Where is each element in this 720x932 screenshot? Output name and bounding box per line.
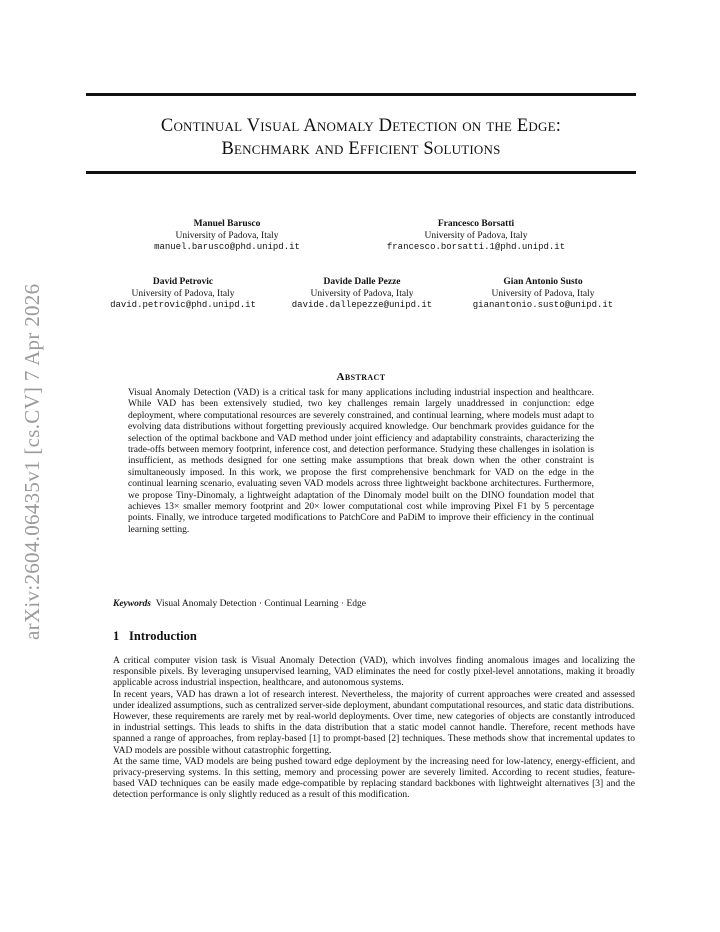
keywords-line bbox=[113, 599, 366, 609]
author-block bbox=[86, 277, 280, 312]
abstract-heading: Abstract bbox=[336, 371, 386, 383]
author-email[interactable]: davide.dallepezze@unipd.it bbox=[291, 300, 433, 310]
title-line-1: Continual Visual Anomaly Detection on the Edge: bbox=[160, 116, 562, 136]
keywords-list: Visual Anomaly Detection · Continual Learning · Edge bbox=[155, 599, 366, 609]
author-email[interactable]: manuel.barusco@phd.unipd.it bbox=[154, 242, 300, 252]
author-block bbox=[360, 219, 592, 254]
keywords-label: Keywords bbox=[113, 599, 151, 609]
title-bottom-rule bbox=[86, 171, 636, 174]
author-block bbox=[272, 277, 452, 312]
section-number: 1 bbox=[113, 629, 120, 643]
author-affiliation: University of Padova, Italy bbox=[424, 230, 528, 241]
author-block bbox=[127, 219, 327, 254]
author-affiliation: University of Padova, Italy bbox=[491, 288, 595, 299]
paragraph: In recent years, VAD has drawn a lot of research interest. Nevertheless, the majority of current approaches were created and assessed under idealized assumptions, such as centralized server-side deployment, abundant computational resources, and static data distributions. bbox=[113, 689, 635, 711]
title-top-rule bbox=[86, 93, 636, 96]
author-name: Francesco Borsatti bbox=[437, 219, 515, 229]
paragraph: However, these requirements are rarely met by real-world deployments. Over time, new categories of objects are constantly introduced in industrial settings. This leads to shifts in the data distribution that a static model cannot handle. Therefore, recent methods have spanned a range of approaches, from replay-based [1] to prompt-based [2] techniques. These methods show that incremental updates to VAD models are possible without catastrophic forgetting. bbox=[113, 712, 635, 756]
author-affiliation: University of Padova, Italy bbox=[131, 288, 235, 299]
section-heading bbox=[113, 629, 197, 644]
author-affiliation: University of Padova, Italy bbox=[310, 288, 414, 299]
paper-title bbox=[86, 115, 636, 161]
author-email[interactable]: david.petrovic@phd.unipd.it bbox=[110, 300, 256, 310]
title-line-2: Benchmark and Efficient Solutions bbox=[221, 139, 501, 159]
section-title: Introduction bbox=[129, 629, 197, 643]
author-name: Manuel Barusco bbox=[193, 219, 261, 229]
paragraph: A critical computer vision task is Visual Anomaly Detection (VAD), which involves finding anomalous images and localizing the responsible pixels. By leveraging unsupervised learning, VAD eliminates the need for costly pixel-level annotations, making it broadly applicable across industrial inspection, healthcare, and autonomous systems. bbox=[113, 656, 635, 689]
author-name: Gian Antonio Susto bbox=[503, 277, 583, 287]
author-name: Davide Dalle Pezze bbox=[323, 277, 401, 287]
abstract-text: Visual Anomaly Detection (VAD) is a critical task for many applications including industrial inspection and healthcare. While VAD has been extensively studied, two key challenges remain largely unaddressed in conjunction: edge deployment, where computational resources are severely constrained, and continual learning, where models must adapt to evolving data distributions without forgetting previously acquired knowledge. Our benchmark provides guidance for the selection of the optimal backbone and VAD method under joint efficiency and adaptability constraints, characterizing the trade-offs between memory footprint, inference cost, and detection performance. Studying these challenges in isolation is insufficient, as methods designed for one setting make assumptions that break down when the other constraint is simultaneously imposed. In this work, we propose the first comprehensive benchmark for VAD on the edge in the continual learning scenario, evaluating seven VAD models across three lightweight backbone architectures. Furthermore, we propose Tiny-Dinomaly, a lightweight adaptation of the Dinomaly model built on the DINO foundation model that achieves 13× smaller memory footprint and 20× lower computational cost while improving Pixel F1 by 5 percentage points. Finally, we introduce targeted modifications to PatchCore and PaDiM to improve their efficiency in the continual learning setting. bbox=[128, 388, 594, 535]
introduction-body bbox=[113, 656, 635, 802]
author-affiliation: University of Padova, Italy bbox=[175, 230, 279, 241]
author-name: David Petrovic bbox=[152, 277, 214, 287]
author-email[interactable]: francesco.borsatti.1@phd.unipd.it bbox=[386, 242, 566, 252]
author-block bbox=[450, 277, 636, 312]
author-email[interactable]: gianantonio.susto@unipd.it bbox=[472, 300, 614, 310]
arxiv-identifier: arXiv:2604.06435v1 [cs.CV] 7 Apr 2026 bbox=[20, 283, 44, 640]
paragraph: At the same time, VAD models are being pushed toward edge deployment by the increasing need for low-latency, energy-efficient, and privacy-preserving systems. In this setting, memory and processing power are severely limited. According to recent studies, feature-based VAD techniques can be easily made edge-compatible by replacing standard backbones with lightweight alternatives [3] and the detection performance is only slightly reduced as a result of this modification. bbox=[113, 756, 635, 801]
